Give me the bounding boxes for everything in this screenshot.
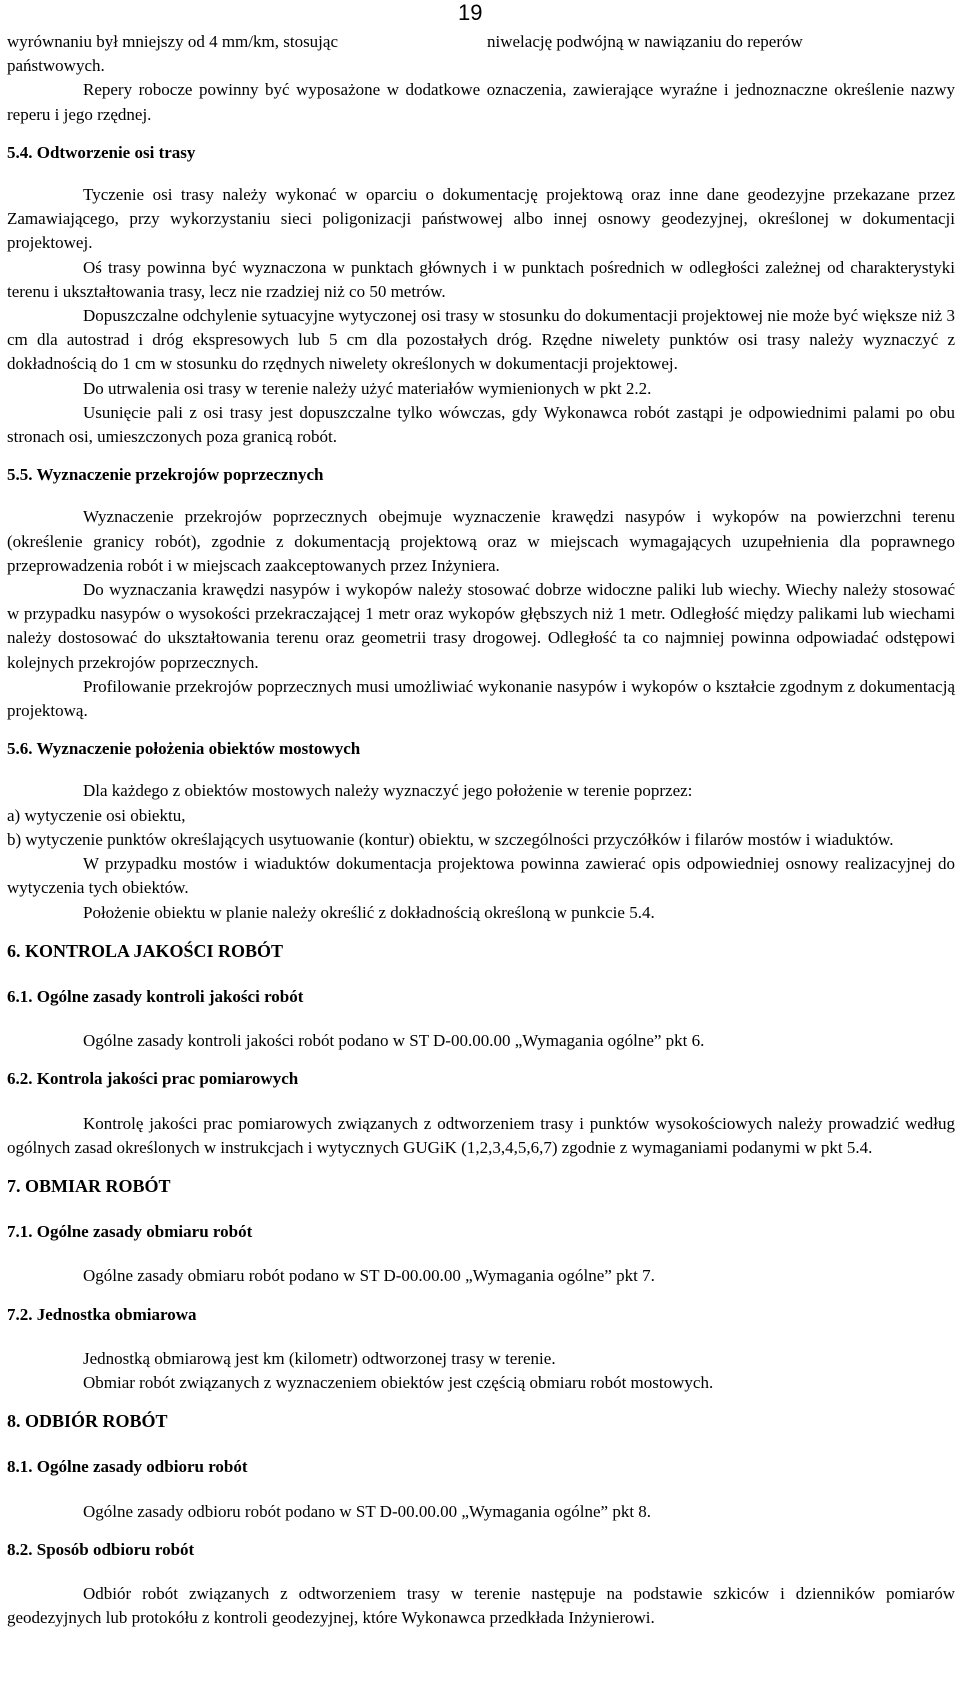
s54-paragraph-3: Dopuszczalne odchylenie sytuacyjne wytyczonej osi trasy w stosunku do dokumentacji projektowej nie może być większe niż 3 cm dla autostrad i dróg ekspresowych lub 5 cm dla pozostałych dróg. Rzędne niwelety punktów osi trasy należy wyznaczyć z dokładnością do 1 cm w stosunku do rzędnych niwelety określonych w dokumentacji projektowej. (7, 306, 955, 374)
s56-item-b: b) wytyczenie punktów określających usytuowanie (kontur) obiektu, w szczególności przyczółków i filarów mostów i wiaduktów. (7, 829, 894, 849)
heading-7: 7. OBMIAR ROBÓT (7, 1175, 171, 1196)
s56-item-a: a) wytyczenie osi obiektu, (7, 805, 186, 825)
s54-paragraph-2: Oś trasy powinna być wyznaczona w punktach głównych i w punktach pośrednich w odległości zależnej od charakterystyki terenu i ukształtowania trasy, lecz nie rzadziej niż co 50 metrów. (7, 257, 955, 301)
page-number: 19 (458, 0, 483, 25)
heading-5-4: 5.4. Odtworzenie osi trasy (7, 142, 196, 162)
s54-paragraph-4: Do utrwalenia osi trasy w terenie należy użyć materiałów wymienionych w pkt 2.2. (83, 378, 652, 398)
intro-line-2: państwowych. (7, 56, 105, 76)
intro-line-1 (7, 30, 955, 54)
s56-paragraph-1: W przypadku mostów i wiaduktów dokumentacja projektowa powinna zawierać opis odpowiedniej osnowy realizacyjnej do wytyczenia tych obiektów. (7, 854, 955, 898)
heading-6-1: 6.1. Ogólne zasady kontroli jakości robót (7, 986, 304, 1006)
s55-paragraph-2: Do wyznaczania krawędzi nasypów i wykopów należy stosować dobrze widoczne paliki lub wiechy. Wiechy należy stosować w przypadku nasypów o wysokości przekraczającej 1 metr oraz wykopów głębszych niż 1 metr. Odległość między palikami lub wiechami należy dostosować do ukształtowania terenu oraz geometrii trasy drogowej. Odległość ta co najmniej powinna odpowiadać odstępowi kolejnych przekrojów poprzecznych. (7, 580, 955, 672)
s62-paragraph: Kontrolę jakości prac pomiarowych związanych z odtworzeniem trasy i punktów wysokościowych należy prowadzić według ogólnych zasad określonych w instrukcjach i wytycznych GUGiK (1,2,3,4,5,6,7) zgodnie z wymaganiami podanymi w pkt 5.4. (7, 1113, 955, 1157)
heading-8-1: 8.1. Ogólne zasady odbioru robót (7, 1457, 248, 1477)
s61-paragraph: Ogólne zasady kontroli jakości robót podano w ST D-00.00.00 „Wymagania ogólne” pkt 6. (83, 1031, 705, 1051)
heading-7-2: 7.2. Jednostka obmiarowa (7, 1304, 197, 1324)
s55-paragraph-1: Wyznaczenie przekrojów poprzecznych obejmuje wyznaczenie krawędzi nasypów i wykopów na powierzchni terenu (określenie granicy robót), zgodnie z dokumentacją projektową oraz w miejscach wymagających uzupełnienia dla poprawnego przeprowadzenia robót i w miejscach zaakceptowanych przez Inżyniera. (7, 507, 955, 575)
heading-8: 8. ODBIÓR ROBÓT (7, 1411, 168, 1432)
heading-5-5: 5.5. Wyznaczenie przekrojów poprzecznych (7, 465, 324, 485)
intro-line-1-left: wyrównaniu był mniejszy od 4 mm/km, stosując (7, 32, 338, 51)
heading-6-2: 6.2. Kontrola jakości prac pomiarowych (7, 1069, 299, 1089)
s55-paragraph-3: Profilowanie przekrojów poprzecznych musi umożliwiać wykonanie nasypów i wykopów o kształcie zgodnym z dokumentacją projektową. (7, 676, 955, 721)
heading-7-1: 7.1. Ogólne zasady obmiaru robót (7, 1222, 253, 1242)
s54-paragraph-5: Usunięcie pali z osi trasy jest dopuszczalne tylko wówczas, gdy Wykonawca robót zastąpi je odpowiednimi palami po obu stronach osi, umieszczonych poza granicą robót. (7, 402, 955, 447)
s81-paragraph: Ogólne zasady odbioru robót podano w ST D-00.00.00 „Wymagania ogólne” pkt 8. (83, 1501, 652, 1521)
document-body (7, 30, 955, 1630)
intro-line-1-right: niwelację podwójną w nawiązaniu do reperów (487, 32, 803, 51)
intro-paragraph: Repery robocze powinny być wyposażone w dodatkowe oznaczenia, zawierające wyraźne i jednoznaczne określenie nazwy reperu i jego rzędnej. (7, 80, 955, 124)
s72-paragraph-1: Jednostką obmiarową jest km (kilometr) odtworzonej trasy w terenie. (83, 1348, 556, 1368)
s71-paragraph: Ogólne zasady obmiaru robót podano w ST D-00.00.00 „Wymagania ogólne” pkt 7. (83, 1266, 655, 1286)
s56-intro: Dla każdego z obiektów mostowych należy wyznaczyć jego położenie w terenie poprzez: (83, 781, 693, 801)
heading-5-6: 5.6. Wyznaczenie położenia obiektów mostowych (7, 739, 361, 759)
heading-6: 6. KONTROLA JAKOŚCI ROBÓT (7, 940, 284, 961)
s72-paragraph-2: Obmiar robót związanych z wyznaczeniem obiektów jest częścią obmiaru robót mostowych. (83, 1372, 714, 1392)
heading-8-2: 8.2. Sposób odbioru robót (7, 1539, 195, 1559)
s56-paragraph-2: Położenie obiektu w planie należy określić z dokładnością określoną w punkcie 5.4. (83, 902, 655, 922)
s82-paragraph: Odbiór robót związanych z odtworzeniem trasy w terenie następuje na podstawie szkiców i dzienników pomiarów geodezyjnych lub protokółu z kontroli geodezyjnej, które Wykonawca przedkłada Inżynierowi. (7, 1583, 955, 1628)
s54-paragraph-1: Tyczenie osi trasy należy wykonać w oparciu o dokumentację projektową oraz inne dane geodezyjne przekazane przez Zamawiającego, przy wykorzystaniu sieci poligonizacji państwowej albo innej osnowy geodezyjnej, określonej w dokumentacji projektowej. (7, 185, 955, 253)
